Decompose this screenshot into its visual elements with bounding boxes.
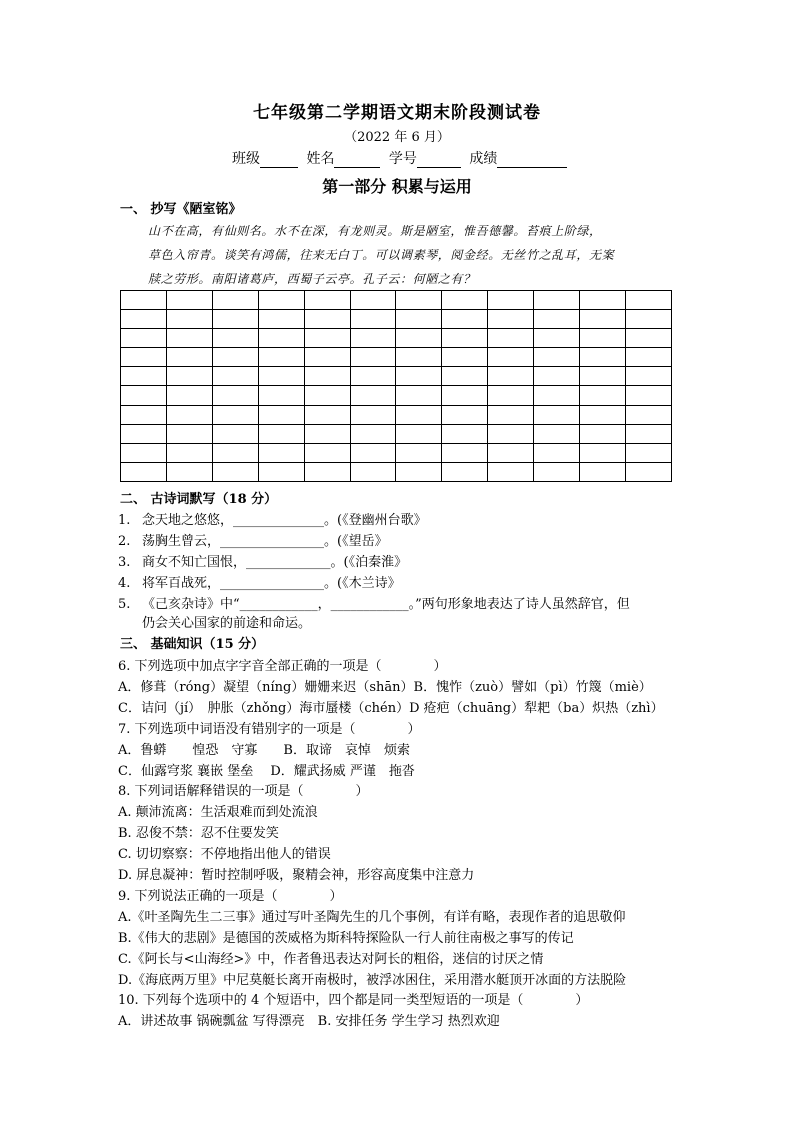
section-three-title: 三、 基础知识（15 分） bbox=[120, 637, 265, 652]
grid-cell[interactable] bbox=[580, 291, 626, 310]
grid-cell[interactable] bbox=[534, 291, 580, 310]
grid-cell[interactable] bbox=[580, 386, 626, 405]
grid-cell[interactable] bbox=[625, 386, 671, 405]
question-line: A. 颠沛流离：生活艰难而到处流浪 bbox=[118, 805, 318, 821]
grid-cell[interactable] bbox=[580, 443, 626, 462]
grid-cell[interactable] bbox=[488, 367, 534, 386]
grid-cell[interactable] bbox=[442, 443, 488, 462]
grid-cell[interactable] bbox=[212, 405, 258, 424]
grid-row bbox=[121, 443, 672, 462]
grid-cell[interactable] bbox=[166, 367, 212, 386]
grid-cell[interactable] bbox=[488, 405, 534, 424]
question-line: B.《伟大的悲剧》是德国的茨威格为斯科特探险队一行人前往南极之事写的传记 bbox=[118, 930, 574, 946]
poem-question: 3. 商女不知亡国恨，_____________。(《泊秦淮》 bbox=[118, 555, 408, 570]
grid-row bbox=[121, 367, 672, 386]
grid-cell[interactable] bbox=[396, 462, 442, 481]
grid-cell[interactable] bbox=[212, 310, 258, 329]
grid-cell[interactable] bbox=[580, 329, 626, 348]
grid-cell[interactable] bbox=[488, 462, 534, 481]
grid-cell[interactable] bbox=[396, 424, 442, 443]
class-label: 班级 bbox=[232, 151, 260, 167]
grid-cell[interactable] bbox=[258, 386, 304, 405]
grid-cell[interactable] bbox=[121, 329, 167, 348]
grid-cell[interactable] bbox=[580, 405, 626, 424]
grid-cell[interactable] bbox=[442, 386, 488, 405]
grid-row bbox=[121, 405, 672, 424]
grid-cell[interactable] bbox=[580, 424, 626, 443]
section-one-title: 一、 抄写《陋室铭》 bbox=[120, 202, 242, 217]
question-line: C．诘问（jí） 肿胀（zhǒng）海市蜃楼（chén）D 疮疤（chuāng）犁耙（ba）炽热（zhì） bbox=[118, 700, 664, 716]
grid-cell[interactable] bbox=[121, 348, 167, 367]
grid-cell[interactable] bbox=[442, 291, 488, 310]
grid-cell[interactable] bbox=[396, 310, 442, 329]
question-line: 7. 下列选项中词语没有错别字的一项是（ ） bbox=[118, 721, 421, 737]
grid-cell[interactable] bbox=[625, 424, 671, 443]
grid-cell[interactable] bbox=[258, 443, 304, 462]
grid-row bbox=[121, 462, 672, 481]
poem-line: 草色入帘青。谈笑有鸿儒，往来无白丁。可以调素琴，阅金经。无丝竹之乱耳，无案 bbox=[148, 248, 615, 262]
grid-cell[interactable] bbox=[396, 443, 442, 462]
grid-cell[interactable] bbox=[396, 291, 442, 310]
grid-cell[interactable] bbox=[580, 310, 626, 329]
grid-cell[interactable] bbox=[442, 424, 488, 443]
part-one-title: 第一部分 积累与运用 bbox=[322, 177, 472, 196]
question-line: A．修葺（róng）凝望（níng）姗姗来迟（shān）B．愧怍（zuò）譬如（pì）竹篾（miè） bbox=[118, 679, 652, 695]
grid-cell[interactable] bbox=[121, 443, 167, 462]
grid-cell[interactable] bbox=[166, 348, 212, 367]
grid-cell[interactable] bbox=[304, 348, 350, 367]
grid-cell[interactable] bbox=[304, 443, 350, 462]
grid-cell[interactable] bbox=[534, 348, 580, 367]
question-line: A．鲁蟒 惶恐 守寡 B．取谛 哀悼 烦索 bbox=[118, 742, 410, 758]
grid-cell[interactable] bbox=[534, 462, 580, 481]
poem-line: 山不在高，有仙则名。水不在深，有龙则灵。斯是陋室，惟吾德馨。苔痕上阶绿， bbox=[148, 224, 602, 238]
grid-cell[interactable] bbox=[625, 310, 671, 329]
question-line: A．讲述故事 锅碗瓢盆 写得漂亮 B. 安排任务 学生学习 热烈欢迎 bbox=[118, 1014, 500, 1030]
grid-row bbox=[121, 386, 672, 405]
grid-cell[interactable] bbox=[258, 462, 304, 481]
grid-cell[interactable] bbox=[488, 291, 534, 310]
grid-cell[interactable] bbox=[488, 386, 534, 405]
id-field[interactable] bbox=[417, 153, 461, 168]
grid-cell[interactable] bbox=[121, 386, 167, 405]
grid-cell[interactable] bbox=[534, 386, 580, 405]
grid-row bbox=[121, 291, 672, 310]
grid-cell[interactable] bbox=[625, 405, 671, 424]
grid-cell[interactable] bbox=[488, 443, 534, 462]
question-line: 10. 下列每个选项中的 4 个短语中，四个都是同一类型短语的一项是（ ） bbox=[118, 993, 589, 1009]
grid-cell[interactable] bbox=[258, 291, 304, 310]
grid-cell[interactable] bbox=[121, 291, 167, 310]
grid-cell[interactable] bbox=[350, 405, 396, 424]
grid-cell[interactable] bbox=[580, 348, 626, 367]
grid-cell[interactable] bbox=[258, 310, 304, 329]
grid-cell[interactable] bbox=[212, 386, 258, 405]
grid-cell[interactable] bbox=[121, 405, 167, 424]
grid-cell[interactable] bbox=[580, 462, 626, 481]
grid-row bbox=[121, 348, 672, 367]
name-label: 姓名 bbox=[306, 151, 335, 167]
grid-cell[interactable] bbox=[166, 443, 212, 462]
grid-cell[interactable] bbox=[442, 405, 488, 424]
grid-cell[interactable] bbox=[166, 329, 212, 348]
grid-cell[interactable] bbox=[121, 424, 167, 443]
grid-cell[interactable] bbox=[212, 329, 258, 348]
grid-cell[interactable] bbox=[212, 424, 258, 443]
question-line: D.《海底两万里》中尼莫艇长离开南极时，被浮冰困住，采用潜水艇顶开冰面的方法脱险 bbox=[118, 972, 627, 988]
score-label: 成绩 bbox=[469, 151, 498, 167]
grid-cell[interactable] bbox=[258, 405, 304, 424]
grid-cell[interactable] bbox=[304, 291, 350, 310]
grid-cell[interactable] bbox=[625, 367, 671, 386]
grid-cell[interactable] bbox=[350, 291, 396, 310]
grid-cell[interactable] bbox=[304, 462, 350, 481]
page-title: 七年级第二学期语文期末阶段测试卷 bbox=[253, 103, 541, 123]
question-line: 8. 下列词语解释错误的一项是（ ） bbox=[118, 784, 369, 800]
grid-cell[interactable] bbox=[625, 329, 671, 348]
grid-cell[interactable] bbox=[304, 367, 350, 386]
grid-cell[interactable] bbox=[625, 291, 671, 310]
student-info-line bbox=[232, 148, 571, 168]
question-line: 6. 下列选项中加点字字音全部正确的一项是（ ） bbox=[118, 659, 447, 674]
grid-cell[interactable] bbox=[350, 348, 396, 367]
grid-cell[interactable] bbox=[580, 367, 626, 386]
grid-cell[interactable] bbox=[258, 424, 304, 443]
grid-cell[interactable] bbox=[121, 367, 167, 386]
grid-cell[interactable] bbox=[304, 386, 350, 405]
grid-cell[interactable] bbox=[488, 424, 534, 443]
grid-cell[interactable] bbox=[396, 367, 442, 386]
grid-cell[interactable] bbox=[442, 462, 488, 481]
grid-cell[interactable] bbox=[350, 367, 396, 386]
grid-cell[interactable] bbox=[350, 462, 396, 481]
grid-cell[interactable] bbox=[166, 424, 212, 443]
poem-question: 1. 念天地之悠悠，______________。(《登幽州台歌》 bbox=[118, 513, 427, 528]
poem-question: 5. 《己亥杂诗》中“____________，____________。”两句形象地表达了诗人虽然辞官，但 bbox=[118, 597, 630, 612]
grid-cell[interactable] bbox=[625, 462, 671, 481]
poem-question-continued: 仍会关心国家的前途和命运。 bbox=[142, 616, 312, 631]
grid-row bbox=[121, 329, 672, 348]
grid-cell[interactable] bbox=[212, 367, 258, 386]
poem-line: 牍之劳形。南阳诸葛庐，西蜀子云亭。孔子云：何陋之有？ bbox=[148, 272, 476, 286]
grid-cell[interactable] bbox=[442, 348, 488, 367]
grid-cell[interactable] bbox=[488, 348, 534, 367]
grid-cell[interactable] bbox=[534, 329, 580, 348]
grid-cell[interactable] bbox=[121, 462, 167, 481]
grid-cell[interactable] bbox=[534, 310, 580, 329]
grid-cell[interactable] bbox=[350, 443, 396, 462]
score-field[interactable] bbox=[497, 153, 567, 168]
grid-cell[interactable] bbox=[625, 443, 671, 462]
grid-cell[interactable] bbox=[442, 310, 488, 329]
grid-cell[interactable] bbox=[488, 310, 534, 329]
grid-cell[interactable] bbox=[258, 367, 304, 386]
grid-cell[interactable] bbox=[396, 329, 442, 348]
section-two-title: 二、 古诗词默写（18 分） bbox=[120, 492, 278, 507]
grid-row bbox=[121, 310, 672, 329]
grid-cell[interactable] bbox=[350, 386, 396, 405]
grid-cell[interactable] bbox=[258, 348, 304, 367]
grid-cell[interactable] bbox=[488, 329, 534, 348]
grid-cell[interactable] bbox=[534, 443, 580, 462]
grid-cell[interactable] bbox=[534, 367, 580, 386]
grid-cell[interactable] bbox=[166, 405, 212, 424]
grid-cell[interactable] bbox=[534, 405, 580, 424]
question-line: D. 屏息凝神：暂时控制呼吸，聚精会神，形容高度集中注意力 bbox=[118, 868, 475, 883]
grid-cell[interactable] bbox=[166, 462, 212, 481]
grid-cell[interactable] bbox=[212, 291, 258, 310]
grid-cell[interactable] bbox=[396, 386, 442, 405]
poem-question: 4. 将军百战死，________________。(《木兰诗》 bbox=[118, 576, 401, 591]
grid-cell[interactable] bbox=[304, 405, 350, 424]
grid-cell[interactable] bbox=[304, 424, 350, 443]
question-line: B. 忍俊不禁：忍不住要发笑 bbox=[118, 826, 279, 842]
grid-cell[interactable] bbox=[304, 310, 350, 329]
grid-cell[interactable] bbox=[396, 405, 442, 424]
class-field[interactable] bbox=[260, 153, 298, 168]
grid-cell[interactable] bbox=[212, 443, 258, 462]
question-line: 9. 下列说法正确的一项是（ ） bbox=[118, 888, 343, 904]
grid-cell[interactable] bbox=[350, 424, 396, 443]
grid-cell[interactable] bbox=[534, 424, 580, 443]
grid-cell[interactable] bbox=[212, 462, 258, 481]
name-field[interactable] bbox=[334, 153, 380, 168]
grid-cell[interactable] bbox=[166, 386, 212, 405]
grid-cell[interactable] bbox=[258, 329, 304, 348]
grid-cell[interactable] bbox=[442, 367, 488, 386]
grid-cell[interactable] bbox=[212, 348, 258, 367]
grid-cell[interactable] bbox=[166, 291, 212, 310]
poem-question: 2. 荡胸生曾云，________________。(《望岳》 bbox=[118, 534, 388, 549]
exam-date: （2022 年 6 月） bbox=[344, 130, 450, 145]
grid-cell[interactable] bbox=[166, 310, 212, 329]
grid-cell[interactable] bbox=[396, 348, 442, 367]
grid-cell[interactable] bbox=[350, 329, 396, 348]
question-line: C.《阿长与<山海经>》中，作者鲁迅表达对阿长的粗俗，迷信的讨厌之情 bbox=[118, 951, 544, 967]
grid-cell[interactable] bbox=[304, 329, 350, 348]
question-line: C. 切切察察：不停地指出他人的错误 bbox=[118, 847, 331, 863]
grid-row bbox=[121, 424, 672, 443]
question-line: A.《叶圣陶先生二三事》通过写叶圣陶先生的几个事例，有详有略，表现作者的追思敬仰 bbox=[118, 909, 626, 925]
grid-cell[interactable] bbox=[121, 310, 167, 329]
copy-grid[interactable] bbox=[120, 290, 672, 482]
grid-cell[interactable] bbox=[442, 329, 488, 348]
grid-cell[interactable] bbox=[625, 348, 671, 367]
question-line: C．仙露穹浆 襄嵌 堡垒 D．耀武扬威 严谨 拖沓 bbox=[118, 763, 415, 779]
id-label: 学号 bbox=[388, 151, 417, 167]
grid-cell[interactable] bbox=[350, 310, 396, 329]
